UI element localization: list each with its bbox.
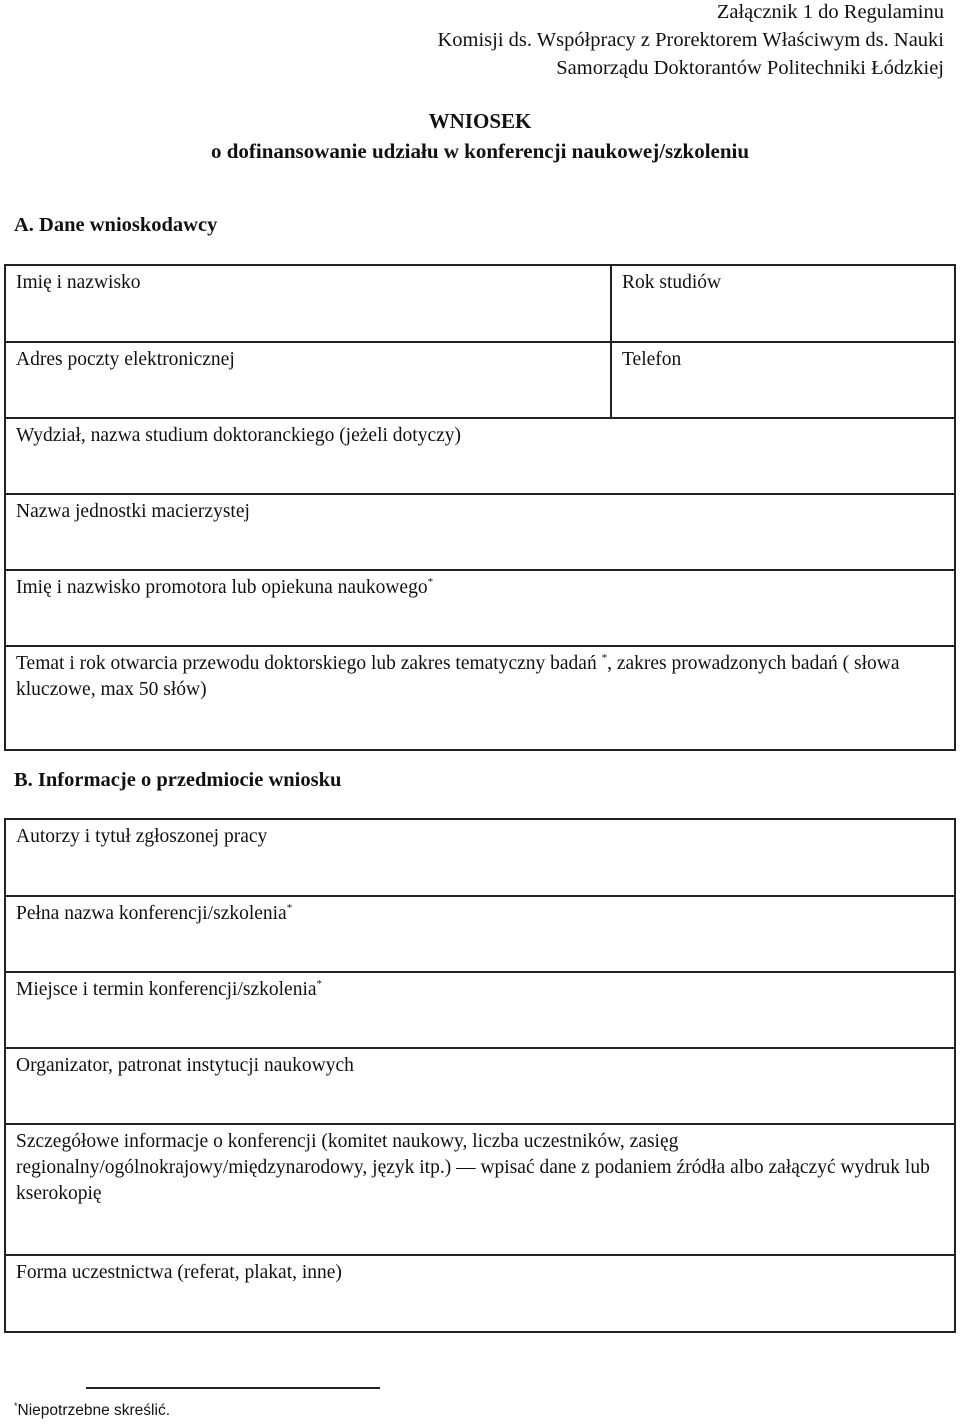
table-row (4, 571, 956, 647)
place-date-field[interactable] (4, 973, 956, 1047)
table-row (4, 647, 956, 751)
footnote (14, 1402, 170, 1420)
table-row (4, 818, 956, 897)
section-a-heading: A. Dane wnioskodawcy (14, 214, 218, 236)
year-of-study-field[interactable] (610, 266, 956, 341)
participation-form-field[interactable] (4, 1256, 956, 1331)
participation-form-label: Forma uczestnictwa (referat, plakat, inne) (16, 1262, 342, 1283)
organizer-field[interactable] (4, 1049, 956, 1123)
footnote-separator (86, 1387, 380, 1389)
applicant-data-table (4, 264, 956, 751)
year-of-study-label: Rok studiów (622, 272, 722, 293)
conference-details-field[interactable] (4, 1125, 956, 1254)
document-title: WNIOSEK (428, 109, 532, 133)
email-label: Adres poczty elektronicznej (16, 349, 235, 370)
table-row (4, 419, 956, 495)
research-topic-label-start: Temat i rok otwarcia przewodu doktorskiego lub zakres tematyczny badań (16, 653, 597, 674)
table-row (4, 264, 956, 343)
table-row (4, 495, 956, 571)
authors-title-field[interactable] (4, 820, 956, 895)
table-row (4, 1049, 956, 1125)
conference-name-field[interactable] (4, 897, 956, 971)
supervisor-field[interactable] (4, 571, 956, 645)
footnote-marker: * (286, 902, 293, 914)
home-unit-field[interactable] (4, 495, 956, 569)
footnote-text: Niepotrzebne skreślić. (17, 1402, 170, 1419)
attachment-line-2: Komisji ds. Współpracy z Prorektorem Właściwym ds. Nauki (437, 29, 944, 51)
footnote-marker: * (427, 576, 434, 588)
table-row (4, 1125, 956, 1256)
name-label: Imię i nazwisko (16, 272, 141, 293)
research-topic-label-end: , zakres prowadzonych badań ( słowa kluczowe, max 50 słów) (16, 653, 900, 700)
application-subject-table (4, 818, 956, 1333)
email-field[interactable] (4, 343, 610, 417)
document-subtitle: o dofinansowanie udziału w konferencji naukowej/szkoleniu (210, 139, 750, 163)
faculty-label: Wydział, nazwa studium doktoranckiego (jeżeli dotyczy) (16, 425, 461, 446)
footnote-marker: * (601, 652, 608, 664)
phone-label: Telefon (622, 349, 682, 370)
conference-name-label: Pełna nazwa konferencji/szkolenia (16, 903, 287, 924)
phone-field[interactable] (610, 343, 956, 417)
section-b-heading: B. Informacje o przedmiocie wniosku (14, 769, 342, 791)
table-row (4, 897, 956, 973)
supervisor-label: Imię i nazwisko promotora lub opiekuna naukowego (16, 577, 428, 598)
attachment-line-1: Załącznik 1 do Regulaminu (716, 1, 944, 23)
home-unit-label: Nazwa jednostki macierzystej (16, 501, 250, 522)
attachment-note (244, 0, 944, 82)
table-row (4, 1256, 956, 1333)
name-field[interactable] (4, 266, 610, 341)
attachment-line-3: Samorządu Doktorantów Politechniki Łódzkiej (556, 57, 944, 79)
footnote-marker: * (14, 1401, 18, 1411)
organizer-label: Organizator, patronat instytucji naukowych (16, 1055, 354, 1076)
research-topic-field[interactable] (4, 647, 956, 749)
authors-title-label: Autorzy i tytuł zgłoszonej pracy (16, 826, 268, 847)
faculty-field[interactable] (4, 419, 956, 493)
table-row (4, 343, 956, 419)
place-date-label: Miejsce i termin konferencji/szkolenia (16, 979, 317, 1000)
footnote-marker: * (316, 978, 323, 990)
conference-details-label: Szczegółowe informacje o konferencji (komitet naukowy, liczba uczestników, zasięg regionalny/ogólnokrajowy/międzynarodowy, język itp.) — wpisać dane z podaniem źródła albo załączyć wydruk lub kserokopię (16, 1131, 930, 1204)
table-row (4, 973, 956, 1049)
